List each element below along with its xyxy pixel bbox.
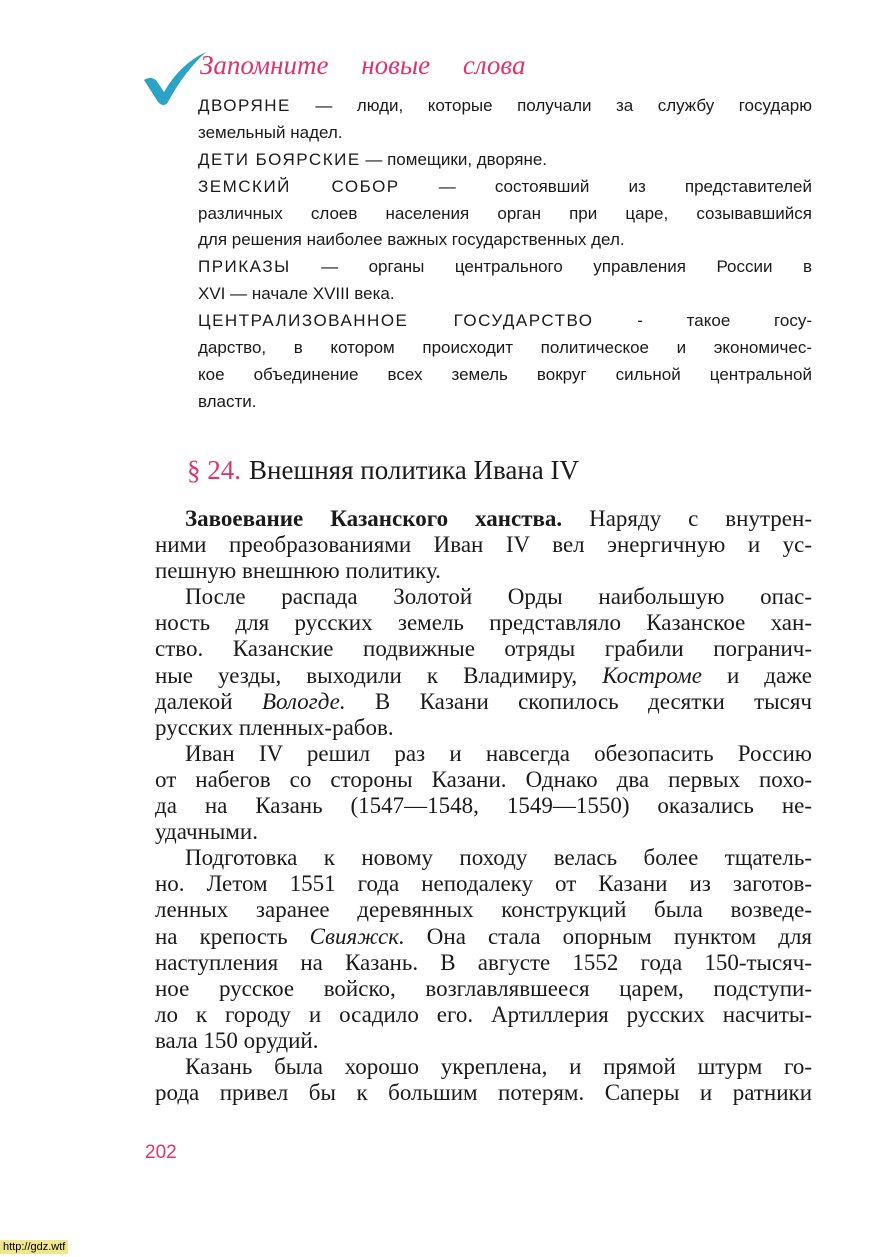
text-segment: власти. [198, 391, 257, 411]
text-segment: Наряду с внутрен- [562, 506, 812, 531]
text-segment: для решения наиболее важных государственных дел. [198, 230, 625, 250]
body-line [155, 924, 812, 950]
glossary-line [198, 93, 812, 120]
glossary-term: ПРИКАЗЫ [198, 257, 291, 277]
body-line [155, 819, 812, 845]
body-line [155, 1080, 812, 1106]
text-segment: Иван IV решил раз и навсегда обезопасить Россию [185, 740, 812, 766]
text-segment: дарство, в котором происходит политическое и экономичес- [198, 338, 812, 358]
text-segment: ло к городу и осадило его. Артиллерия русских насчиты- [155, 1001, 812, 1027]
italic-place-name: Костроме [602, 662, 702, 688]
body-line [155, 663, 812, 689]
watermark-link[interactable]: http://gdz.wtf [0, 1240, 68, 1254]
text-segment: ное русское войско, возглавлявшееся царем, подступи- [155, 975, 812, 1001]
body-line [155, 532, 812, 558]
text-segment: ность для русских земель представляло Казанское хан- [155, 610, 812, 636]
body-line [155, 741, 812, 767]
body-line [155, 845, 812, 871]
text-segment: рода привел бы к большим потерям. Саперы и ратники [155, 1080, 812, 1106]
glossary-line [198, 201, 812, 228]
glossary [198, 93, 812, 416]
glossary-line [198, 281, 812, 308]
text-segment: и даже [701, 662, 812, 688]
body-line [155, 793, 812, 819]
section-heading [187, 455, 579, 486]
body-line [155, 1028, 812, 1054]
glossary-title: Запомните новые слова [200, 50, 526, 80]
glossary-term: ДЕТИ БОЯРСКИЕ [198, 149, 361, 169]
text-segment: русских пленных-рабов. [155, 714, 394, 740]
glossary-term: ДВОРЯНЕ [198, 96, 291, 115]
text-segment: XVI — начале XVIII века. [198, 284, 395, 304]
body-line [155, 897, 812, 923]
text-segment: В Казани скопилось десятки тысяч [345, 688, 812, 714]
body-line [155, 1002, 812, 1028]
text-segment: — состоявший из представителей [399, 176, 812, 196]
body-line [155, 950, 812, 976]
text-segment: да на Казань (1547—1548, 1549—1550) оказались не- [155, 793, 812, 819]
text-segment: пешную внешнюю политику. [155, 558, 441, 584]
body-text [155, 506, 812, 1106]
text-segment: различных слоев населения орган при царе, созывавшийся [198, 203, 812, 223]
glossary-line [198, 254, 812, 281]
text-segment: Она стала опорным пунктом для [404, 923, 812, 949]
body-line [155, 636, 812, 662]
text-segment: — помещики, дворяне. [360, 149, 548, 169]
text-segment: ними преобразованиями Иван IV вел энергичную и ус- [155, 532, 812, 558]
text-segment: наступления на Казань. В августе 1552 года 150-тысяч- [155, 949, 812, 975]
body-line [155, 1054, 812, 1080]
body-line [155, 584, 812, 610]
glossary-line [198, 120, 812, 147]
text-segment: вала 150 орудий. [155, 1027, 319, 1053]
italic-place-name: Свияжск. [309, 923, 405, 949]
text-segment: но. Летом 1551 года неподалеку от Казани из заготов- [155, 871, 812, 897]
text-segment: кое объединение всех земель вокруг сильной центральной [198, 364, 812, 384]
body-line [155, 715, 812, 741]
text-segment: Казань была хорошо укреплена, и прямой штурм го- [185, 1053, 812, 1079]
body-line [155, 610, 812, 636]
body-line [155, 689, 812, 715]
text-segment: ные уезды, выходили к Владимиру, [155, 662, 603, 688]
body-line [155, 558, 812, 584]
section-title: Внешняя политика Ивана IV [249, 455, 580, 485]
text-segment: После распада Золотой Орды наибольшую опас- [185, 584, 812, 610]
section-number: § 24. [187, 455, 241, 485]
body-line [155, 506, 812, 532]
text-segment: ство. Казанские подвижные отряды грабили погранич- [155, 636, 812, 662]
glossary-line [198, 389, 812, 416]
text-segment: — люди, которые получали за службу государю [290, 96, 812, 115]
glossary-line [198, 308, 812, 335]
text-segment: земельный надел. [198, 122, 343, 142]
glossary-term: ЗЕМСКИЙ СОБОР [198, 176, 400, 196]
text-segment: ленных заранее деревянных конструкций была возведе- [155, 897, 812, 923]
glossary-line [198, 174, 812, 201]
italic-place-name: Вологде. [261, 688, 346, 714]
glossary-line [198, 227, 812, 254]
text-segment: далекой [155, 688, 262, 714]
text-segment: на крепость [155, 923, 310, 949]
text-segment: - такое госу- [593, 311, 812, 331]
glossary-line [198, 362, 812, 389]
glossary-line [198, 335, 812, 362]
text-segment: удачными. [155, 819, 258, 845]
text-segment: Подготовка к новому походу велась более тщатель- [185, 845, 812, 871]
bold-subheading: Завоевание Казанского ханства. [185, 506, 563, 531]
text-segment: от набегов со стороны Казани. Однако два первых похо- [155, 766, 812, 792]
body-line [155, 976, 812, 1002]
glossary-term: ЦЕНТРАЛИЗОВАННОЕ ГОСУДАРСТВО [198, 311, 594, 331]
body-line [155, 767, 812, 793]
page-number: 202 [145, 1142, 177, 1163]
text-segment: — органы центрального управления России в [290, 257, 812, 277]
glossary-line [198, 147, 812, 174]
body-line [155, 871, 812, 897]
